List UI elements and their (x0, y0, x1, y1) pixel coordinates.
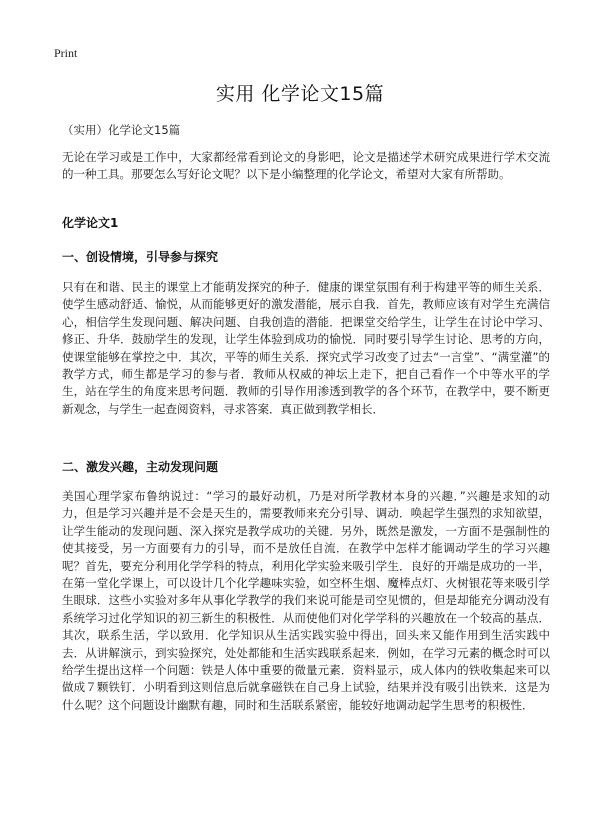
section-body-1: 只有在和谐、民主的课堂上才能萌发探究的种子．健康的课堂氛围有利于构建平等的师生关系．使学生感动舒适、愉悦，从而能够更好的激发潜能，展示自我．首先，教师应该有对学生充满信心，相信学生发现问题、解决问题、自我创造的潜能．把课堂交给学生，让学生在讨论中学习、修正、升华．鼓励学生的发现，让学生体验到成功的愉悦．同时要引导学生讨论、思考的方向，使课堂能够在掌控之中．其次，平等的师生关系．探究式学习改变了过去“一言堂”、“满堂灌”的教学方式，师生都是学习的参与者．教师从权威的神坛上走下，把自己看作一个中等水平的学生，站在学生的角度来思考问题．教师的引导作用渗透到教学的各个环节，在教学中，要不断更新观念，与学生一起查阅资料，寻求答案．真正做到教学相长． (62, 280, 550, 416)
section-body-2: 美国心理学家布鲁纳说过：“学习的最好动机，乃是对所学教材本身的兴趣．”兴趣是求知的动力，但是学习兴趣并是不会是天生的，需要教师来充分引导、调动．唤起学生强烈的求知欲望，让学生能动的发现问题、深入探究是教学成功的关键．另外，既然是激发，一方面不是强制性的使其接受，另一方面要有力的引导，而不是放任自流．在教学中怎样才能调动学生的学习兴趣呢？首先，要充分利用化学学科的特点，利用化学实验来吸引学生．良好的开端是成功的一半，在第一堂化学课上，可以设计几个化学趣味实验，如空杯生烟、魔棒点灯、火树银花等来吸引学生眼球．这些小实验对多年从事化学教学的我们来说可能是司空见惯的，但是却能充分调动没有系统学习过化学知识的初三新生的积极性．从而使他们对化学学科的兴趣放在一个较高的基点．其次，联系生活，学以致用．化学知识从生活实践实验中得出，回头来又能作用到生活实践中去．从讲解演示，到实验探究，处处都能和生活实践联系起来．例如，在学习元素的概念时可以给学生提出这样一个问题：铁是人体中重要的微量元素．资料显示，成人体内的铁收集起来可以做成７颗铁钉．小明看到这则信息后就拿磁铁在自己身上试验，结果并没有吸引出铁来．这是为什么呢？这个问题设计幽默有趣，同时和生活联系紧密，能较好地调动起学生思考的积极性． (62, 489, 550, 712)
document-subtitle: （实用）化学论文15篇 (62, 123, 181, 137)
document-title: 实用 化学论文15篇 (215, 83, 385, 105)
intro-paragraph: 无论在学习或是工作中，大家都经常看到论文的身影吧，论文是描述学术研究成果进行学术交流的一种工具。那要怎么写好论文呢？以下是小编整理的化学论文，希望对大家有所帮助。 (62, 150, 550, 182)
section-heading-1: 一、创设情境，引导参与探究 (62, 250, 219, 264)
print-link[interactable]: Print (54, 46, 78, 60)
section-heading-2: 二、激发兴趣，主动发现问题 (62, 460, 219, 474)
section-title: 化学论文1 (62, 216, 119, 230)
